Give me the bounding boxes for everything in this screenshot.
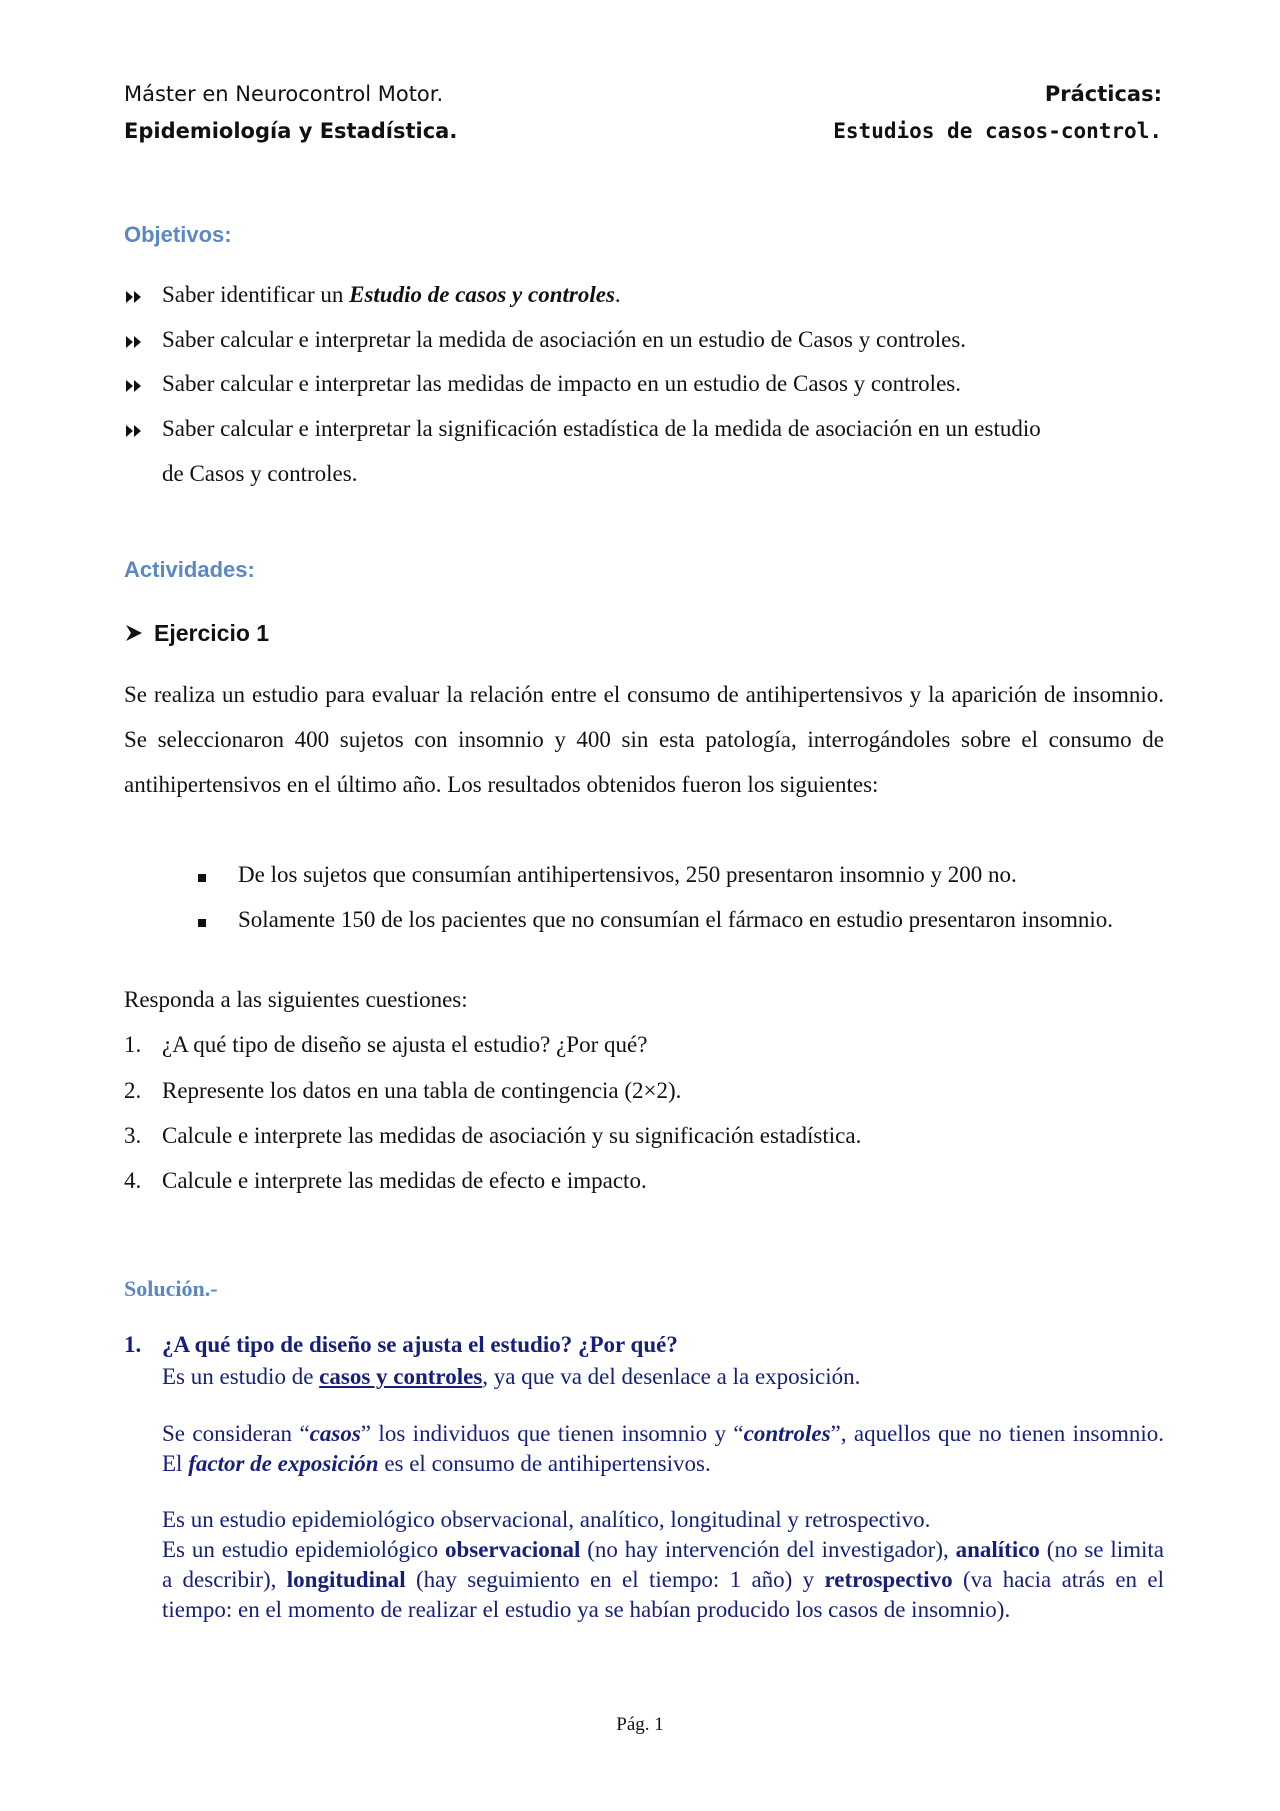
double-arrow-icon bbox=[124, 416, 162, 442]
question-item: 4. Calcule e interprete las medidas de efecto e impacto. bbox=[124, 1168, 647, 1193]
objectives-heading: Objetivos: bbox=[124, 222, 232, 247]
term-casos: casos bbox=[309, 1421, 361, 1446]
double-arrow-icon bbox=[124, 371, 162, 397]
questions-intro: Responda a las siguientes cuestiones: bbox=[124, 987, 468, 1012]
exercise-bullet: Solamente 150 de los pacientes que no consumían el fármaco en estudio presentaron insomnio. bbox=[238, 907, 1114, 932]
question-item: 1. ¿A qué tipo de diseño se ajusta el estudio? ¿Por qué? bbox=[124, 1032, 648, 1057]
bullet-square bbox=[198, 874, 206, 882]
term-retrospectivo: retrospectivo bbox=[824, 1567, 953, 1592]
exercise-title: Ejercicio 1 bbox=[124, 620, 269, 647]
key-term: casos y controles bbox=[319, 1364, 483, 1389]
question-item: 2. Represente los datos en una tabla de contingencia (2×2). bbox=[124, 1078, 682, 1103]
term-longitudinal: longitudinal bbox=[286, 1567, 406, 1592]
question-item: 3. Calcule e interprete las medidas de asociación y su significación estadística. bbox=[124, 1123, 862, 1148]
exercise-statement: Se realiza un estudio para evaluar la relación entre el consumo de antihipertensivos y la aparición de insomnio. Se seleccionaron 400 sujetos con insomnio y 400 sin esta patología, interrogándoles sobre el consumo de antihipertensivos en el último año. Los resultados obtenidos fueron los siguientes: bbox=[124, 682, 1164, 797]
objective-item: Saber calcular e interpretar la significación estadística de la medida de asociación en un estudio bbox=[124, 416, 1164, 442]
exercise-bullet: De los sujetos que consumían antihipertensivos, 250 presentaron insomnio y 200 no. bbox=[238, 862, 1017, 887]
objective-item: Saber calcular e interpretar la medida de asociación en un estudio de Casos y controles. bbox=[124, 327, 1164, 353]
term-controles: controles bbox=[743, 1421, 831, 1446]
page-number: Pág. 1 bbox=[616, 1714, 664, 1735]
header-section: Prácticas: bbox=[1044, 82, 1162, 106]
term-observacional: observacional bbox=[444, 1537, 581, 1562]
solution-question-1: 1. ¿A qué tipo de diseño se ajusta el estudio? ¿Por qué? bbox=[124, 1332, 678, 1357]
solution-paragraph-definitions: Se consideran “casos” los individuos que tienen insomnio y “controles”, aquellos que no tienen insomnio. El factor de exposición es el consumo de antihipertensivos. bbox=[162, 1421, 1164, 1476]
header-topic: Estudios de casos-control. bbox=[833, 119, 1162, 143]
solution-heading: Solución.- bbox=[124, 1276, 218, 1301]
objective-item: Saber identificar un Estudio de casos y controles. bbox=[124, 282, 1164, 308]
arrowhead-icon bbox=[124, 620, 144, 646]
activities-heading: Actividades: bbox=[124, 557, 255, 582]
double-arrow-icon bbox=[124, 282, 162, 308]
term-analitico: analítico bbox=[955, 1537, 1040, 1562]
solution-answer-1: Es un estudio de casos y controles, ya que va del desenlace a la exposición. bbox=[162, 1364, 861, 1389]
header-course: Máster en Neurocontrol Motor. bbox=[124, 82, 444, 106]
header-subject: Epidemiología y Estadística. bbox=[124, 119, 458, 143]
solution-paragraph-classification: Es un estudio epidemiológico observacional (no hay intervención del investigador), analítico (no se limita a describir), longitudinal (hay seguimiento en el tiempo: 1 año) y retrospectivo (va hacia atrás en el tiempo: en el momento de realizar el estudio ya se habían producido los casos de insomnio). bbox=[162, 1537, 1164, 1622]
double-arrow-icon bbox=[124, 327, 162, 353]
solution-summary-line: Es un estudio epidemiológico observacional, analítico, longitudinal y retrospectivo. bbox=[162, 1507, 931, 1532]
bullet-square bbox=[198, 919, 206, 927]
term-factor-exposicion: factor de exposición bbox=[188, 1451, 379, 1476]
objective-item: Saber calcular e interpretar las medidas de impacto en un estudio de Casos y controles. bbox=[124, 371, 1164, 397]
objective-item-continuation: de Casos y controles. bbox=[162, 461, 358, 486]
objective-emphasis: Estudio de casos y controles bbox=[349, 282, 615, 307]
